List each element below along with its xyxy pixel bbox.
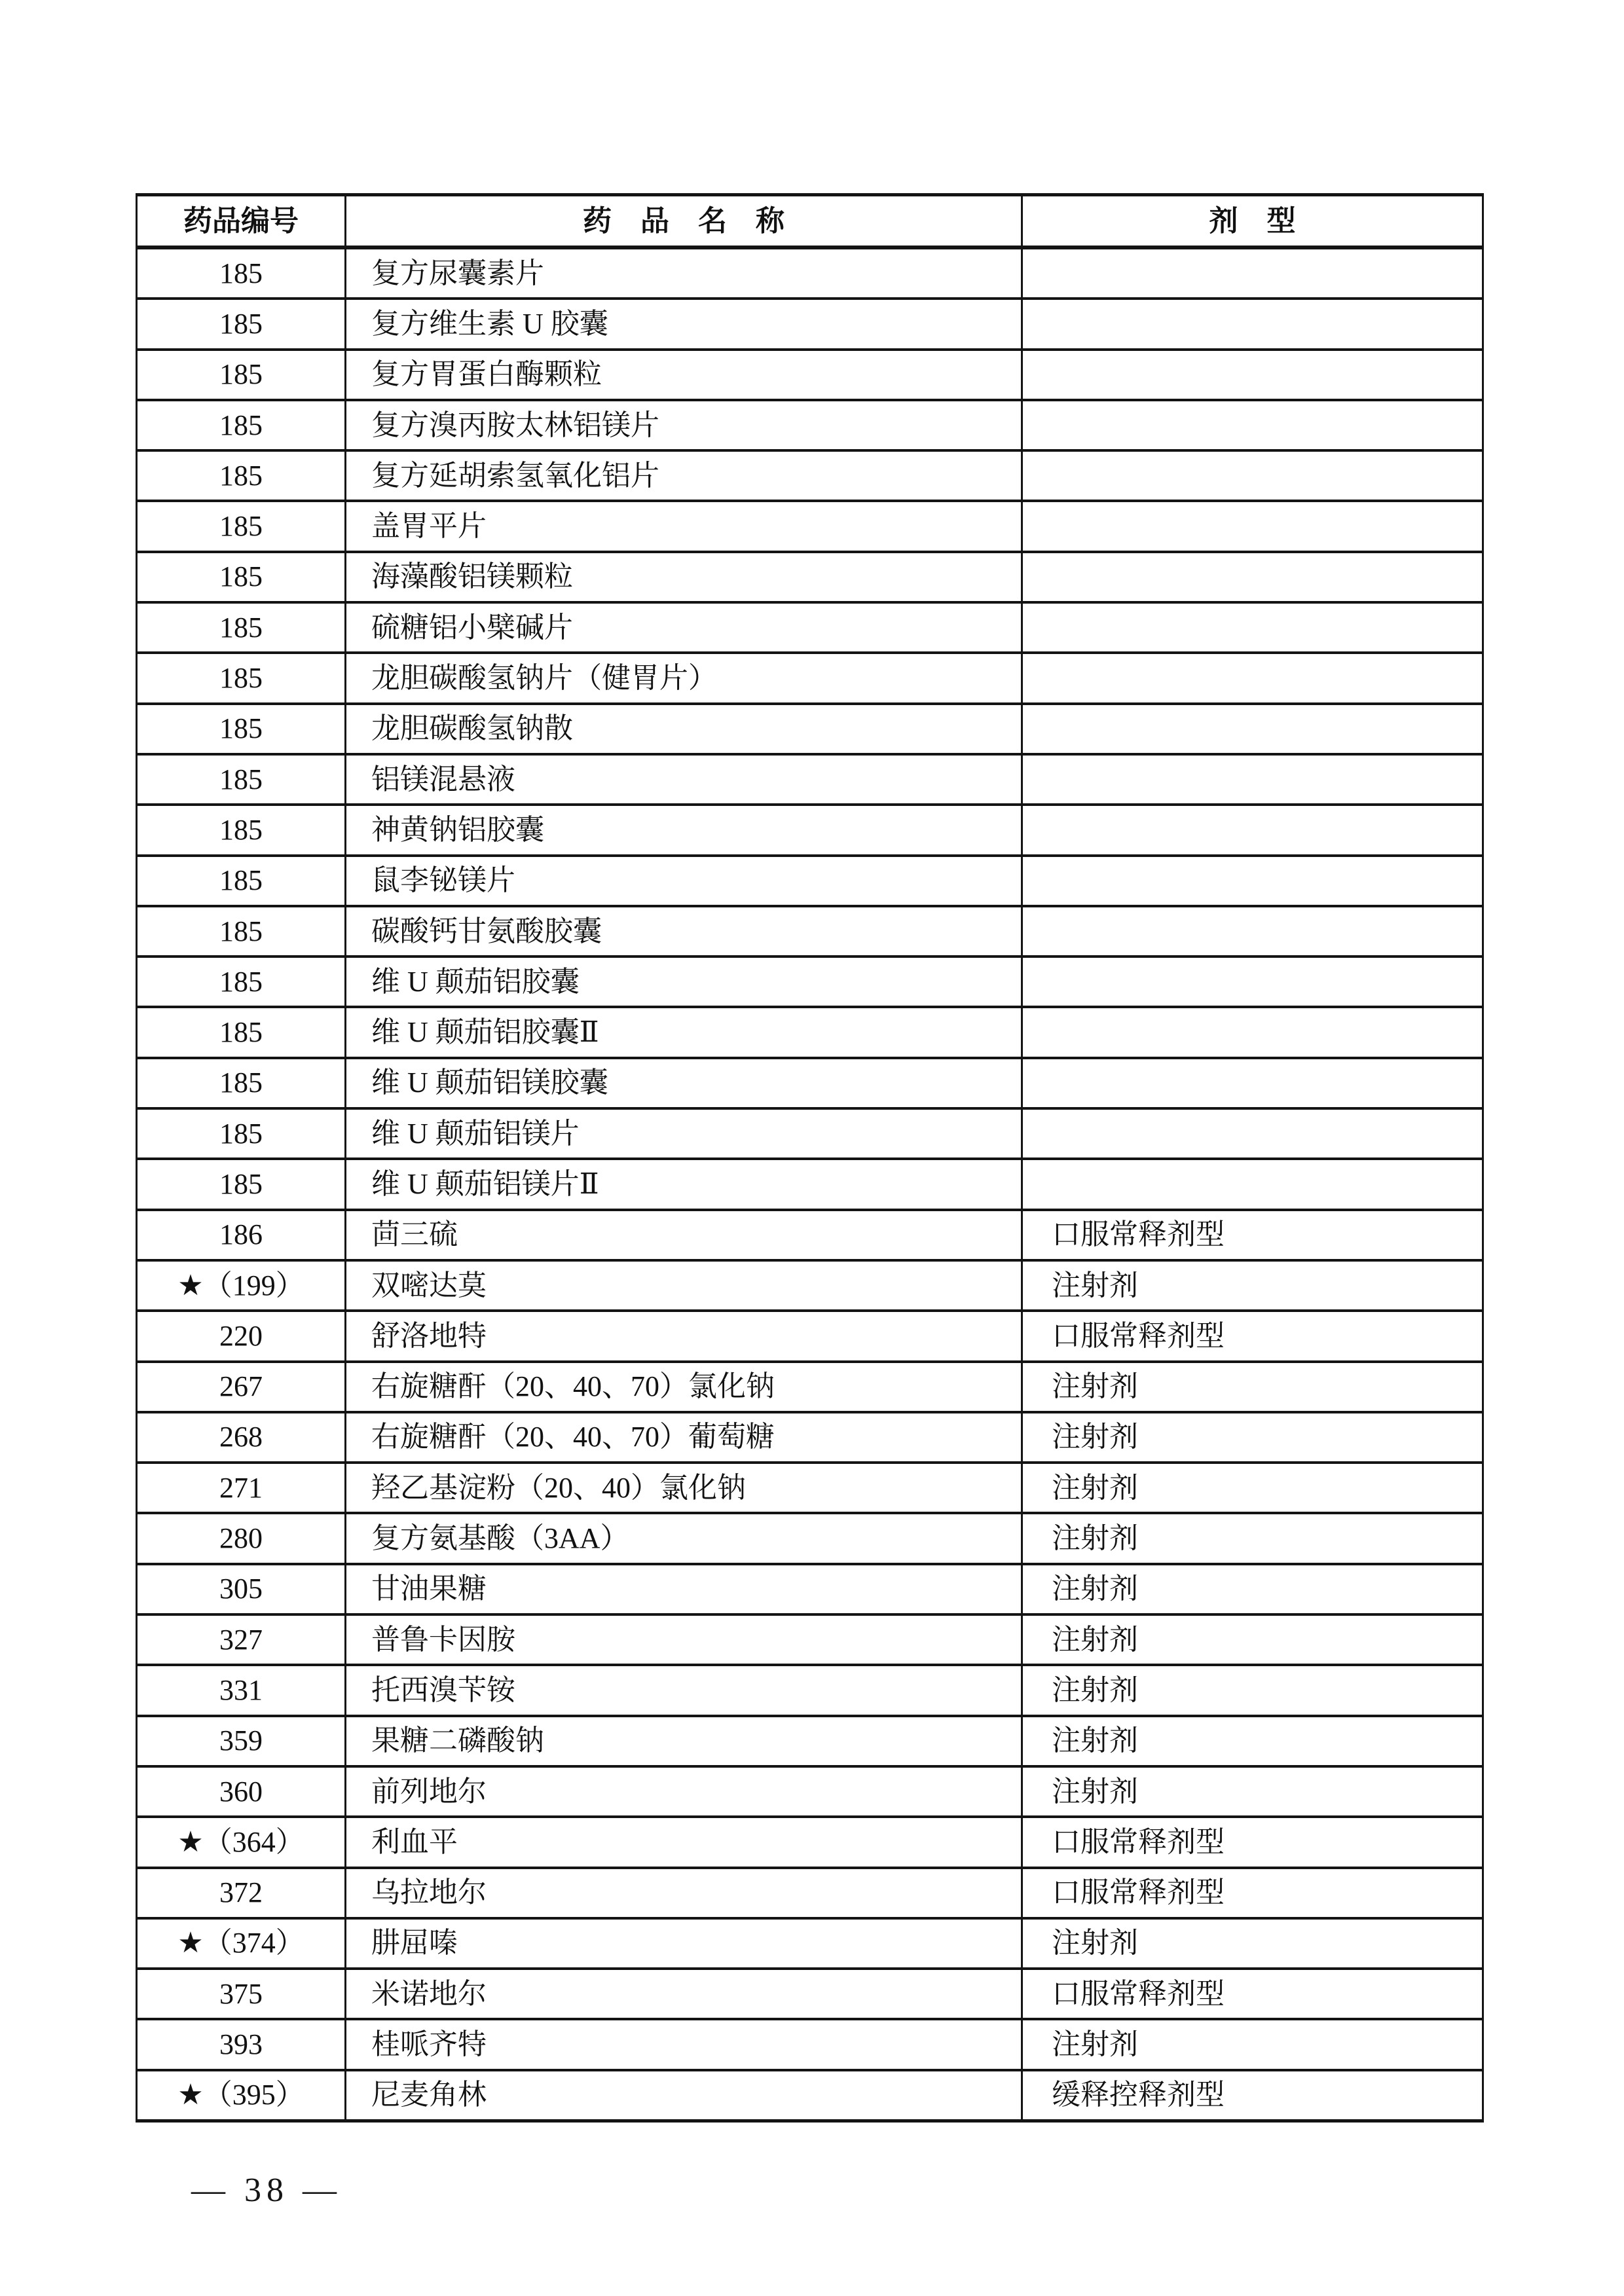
drug-name-cell: 龙胆碳酸氢钠片（健胃片） xyxy=(344,654,1023,702)
dosage-form-cell xyxy=(1023,1160,1482,1208)
table-row xyxy=(138,247,1482,297)
drug-number-cell: 185 xyxy=(219,1117,263,1150)
drug-number-cell: 185 xyxy=(219,409,263,441)
drug-number-cell: 327 xyxy=(219,1623,263,1656)
drug-name-cell: 维 U 颠茄铝镁胶囊 xyxy=(344,1059,1023,1107)
drug-number-cell: 372 xyxy=(219,1876,263,1909)
dosage-form-cell xyxy=(1023,806,1482,854)
drug-name-cell: 复方尿囊素片 xyxy=(344,249,1023,297)
drug-number-cell: 185 xyxy=(219,510,263,543)
table-row xyxy=(138,2069,1482,2119)
drug-name-cell: 尼麦角林 xyxy=(344,2071,1023,2119)
dosage-form-cell: 注射剂 xyxy=(1052,1522,1138,1555)
dosage-form-cell xyxy=(1023,1059,1482,1107)
drug-name-cell: 复方延胡索氢氧化铝片 xyxy=(344,452,1023,500)
drug-number-cell: ★（374） xyxy=(177,1927,304,1959)
dosage-form-cell xyxy=(1023,756,1482,803)
drug-number-cell: 185 xyxy=(219,257,263,289)
drug-name-cell: 硫糖铝小檗碱片 xyxy=(344,604,1023,651)
dosage-form-cell xyxy=(1023,502,1482,550)
drug-number-cell: 268 xyxy=(219,1421,263,1453)
dosage-form-cell xyxy=(1023,249,1482,297)
drug-number-cell: 359 xyxy=(219,1724,263,1757)
drug-number-cell: 305 xyxy=(219,1573,263,1605)
drug-name-cell: 普鲁卡因胺 xyxy=(344,1616,1023,1664)
table-row xyxy=(138,1613,1482,1664)
table-row xyxy=(138,1259,1482,1309)
dosage-form-cell: 口服常释剂型 xyxy=(1052,1876,1225,1909)
column-header-drug-name: 药 品 名 称 xyxy=(344,196,1023,246)
dosage-form-cell xyxy=(1023,705,1482,753)
dosage-form-cell: 口服常释剂型 xyxy=(1052,1977,1225,2010)
drug-number-cell: 185 xyxy=(219,1016,263,1049)
table-row xyxy=(138,1967,1482,2018)
drug-number-cell: 375 xyxy=(219,1977,263,2010)
dosage-form-cell xyxy=(1023,351,1482,399)
dosage-form-cell xyxy=(1023,857,1482,905)
table-row xyxy=(138,1715,1482,1765)
drug-name-cell: 维 U 颠茄铝镁片 xyxy=(344,1110,1023,1157)
dosage-form-cell: 注射剂 xyxy=(1052,1623,1138,1656)
drug-name-cell: 舒洛地特 xyxy=(344,1312,1023,1360)
drug-name-cell: 复方胃蛋白酶颗粒 xyxy=(344,351,1023,399)
dosage-form-cell: 缓释控释剂型 xyxy=(1052,2079,1225,2111)
drug-name-cell: 甘油果糖 xyxy=(344,1565,1023,1613)
table-row xyxy=(138,1461,1482,1512)
dosage-form-cell: 注射剂 xyxy=(1052,1573,1138,1605)
drug-number-cell: 185 xyxy=(219,459,263,492)
drug-name-cell: 肼屈嗪 xyxy=(344,1920,1023,1967)
column-header-dosage-form: 剂 型 xyxy=(1209,204,1296,237)
drug-number-cell: 271 xyxy=(219,1471,263,1504)
drug-number-cell: 185 xyxy=(219,915,263,947)
drug-name-cell: 复方维生素 U 胶囊 xyxy=(344,300,1023,348)
drug-number-cell: 186 xyxy=(219,1218,263,1251)
dosage-form-cell xyxy=(1023,654,1482,702)
drug-name-cell: 米诺地尔 xyxy=(344,1970,1023,2018)
table-row xyxy=(138,348,1482,399)
drug-number-cell: 331 xyxy=(219,1673,263,1706)
dosage-form-cell: 注射剂 xyxy=(1052,1471,1138,1504)
dosage-form-cell: 注射剂 xyxy=(1052,1370,1138,1403)
table-row xyxy=(138,1512,1482,1562)
drug-number-cell: 360 xyxy=(219,1775,263,1808)
drug-name-cell: 鼠李铋镁片 xyxy=(344,857,1023,905)
drug-number-cell: ★（364） xyxy=(177,1825,304,1858)
table-row xyxy=(138,551,1482,601)
table-row xyxy=(138,399,1482,449)
dosage-form-cell: 注射剂 xyxy=(1052,1269,1138,1302)
dosage-form-cell xyxy=(1023,1110,1482,1157)
dosage-form-cell: 注射剂 xyxy=(1052,1673,1138,1706)
dosage-form-cell xyxy=(1023,1008,1482,1056)
drug-name-cell: 维 U 颠茄铝镁片Ⅱ xyxy=(344,1160,1023,1208)
table-row xyxy=(138,297,1482,348)
dosage-form-cell: 注射剂 xyxy=(1052,1775,1138,1808)
drug-name-cell: 羟乙基淀粉（20、40）氯化钠 xyxy=(344,1464,1023,1512)
table-row xyxy=(138,1107,1482,1157)
table-row xyxy=(138,500,1482,550)
table-row xyxy=(138,1006,1482,1056)
drug-number-cell: 185 xyxy=(219,560,263,593)
drug-number-cell: 185 xyxy=(219,358,263,391)
drug-number-cell: 185 xyxy=(219,712,263,745)
table-header-row xyxy=(138,196,1482,247)
drug-name-cell: 铝镁混悬液 xyxy=(344,756,1023,803)
drug-name-cell: 复方氨基酸（3AA） xyxy=(344,1514,1023,1562)
table-row xyxy=(138,1765,1482,1815)
drug-name-cell: 复方溴丙胺太林铝镁片 xyxy=(344,401,1023,449)
drug-name-cell: 乌拉地尔 xyxy=(344,1869,1023,1917)
drug-name-cell: 右旋糖酐（20、40、70）葡萄糖 xyxy=(344,1413,1023,1461)
drug-name-cell: 双嘧达莫 xyxy=(344,1262,1023,1309)
drug-name-cell: 盖胃平片 xyxy=(344,502,1023,550)
table-row xyxy=(138,1917,1482,1967)
table-row xyxy=(138,2018,1482,2068)
drug-name-cell: 右旋糖酐（20、40、70）氯化钠 xyxy=(344,1363,1023,1411)
drug-number-cell: 220 xyxy=(219,1319,263,1352)
table-row xyxy=(138,1815,1482,1866)
drug-name-cell: 维 U 颠茄铝胶囊Ⅱ xyxy=(344,1008,1023,1056)
drug-number-cell: 185 xyxy=(219,813,263,846)
table-row xyxy=(138,854,1482,905)
drug-number-cell: 185 xyxy=(219,864,263,897)
drug-number-cell: 185 xyxy=(219,307,263,340)
table-row xyxy=(138,955,1482,1006)
drug-number-cell: 185 xyxy=(219,662,263,695)
dosage-form-cell: 注射剂 xyxy=(1052,1421,1138,1453)
table-row xyxy=(138,1411,1482,1461)
drug-name-cell: 神黄钠铝胶囊 xyxy=(344,806,1023,854)
drug-number-cell: 267 xyxy=(219,1370,263,1403)
dosage-form-cell: 口服常释剂型 xyxy=(1052,1218,1225,1251)
dosage-form-cell: 口服常释剂型 xyxy=(1052,1319,1225,1352)
table-row xyxy=(138,1664,1482,1714)
table-row xyxy=(138,1563,1482,1613)
dosage-form-cell xyxy=(1023,401,1482,449)
drug-name-cell: 托西溴苄铵 xyxy=(344,1666,1023,1714)
drug-number-cell: 185 xyxy=(219,763,263,795)
drug-name-cell: 桂哌齐特 xyxy=(344,2020,1023,2068)
drug-number-cell: ★（395） xyxy=(177,2079,304,2111)
dosage-form-cell xyxy=(1023,958,1482,1006)
drug-name-cell: 果糖二磷酸钠 xyxy=(344,1717,1023,1765)
table-row xyxy=(138,601,1482,651)
table-row xyxy=(138,803,1482,854)
table-row xyxy=(138,702,1482,753)
drug-number-cell: 185 xyxy=(219,1167,263,1200)
dosage-form-cell xyxy=(1023,907,1482,955)
drug-list-table xyxy=(136,193,1484,2123)
dosage-form-cell xyxy=(1023,300,1482,348)
table-row xyxy=(138,1157,1482,1208)
dosage-form-cell: 注射剂 xyxy=(1052,2028,1138,2061)
drug-name-cell: 海藻酸铝镁颗粒 xyxy=(344,553,1023,601)
table-row xyxy=(138,1867,1482,1917)
dosage-form-cell: 口服常释剂型 xyxy=(1052,1825,1225,1858)
drug-name-cell: 茴三硫 xyxy=(344,1211,1023,1259)
dosage-form-cell: 注射剂 xyxy=(1052,1724,1138,1757)
table-row xyxy=(138,651,1482,702)
drug-name-cell: 碳酸钙甘氨酸胶囊 xyxy=(344,907,1023,955)
drug-name-cell: 龙胆碳酸氢钠散 xyxy=(344,705,1023,753)
drug-number-cell: 185 xyxy=(219,1066,263,1099)
drug-number-cell: 185 xyxy=(219,965,263,998)
table-row xyxy=(138,449,1482,500)
drug-number-cell: 280 xyxy=(219,1522,263,1555)
dosage-form-cell xyxy=(1023,553,1482,601)
dosage-form-cell: 注射剂 xyxy=(1052,1927,1138,1959)
drug-name-cell: 前列地尔 xyxy=(344,1768,1023,1815)
page-number: — 38 — xyxy=(191,2172,342,2209)
table-body xyxy=(138,247,1482,2119)
table-row xyxy=(138,753,1482,803)
table-row xyxy=(138,1360,1482,1411)
column-header-drug-number: 药品编号 xyxy=(183,204,299,237)
drug-number-cell: 185 xyxy=(219,611,263,644)
drug-name-cell: 维 U 颠茄铝胶囊 xyxy=(344,958,1023,1006)
drug-name-cell: 利血平 xyxy=(344,1818,1023,1866)
table-row xyxy=(138,1209,1482,1259)
dosage-form-cell xyxy=(1023,452,1482,500)
table-row xyxy=(138,905,1482,955)
drug-number-cell: ★（199） xyxy=(177,1269,304,1302)
drug-number-cell: 393 xyxy=(219,2028,263,2061)
table-row xyxy=(138,1057,1482,1107)
table-row xyxy=(138,1309,1482,1360)
dosage-form-cell xyxy=(1023,604,1482,651)
